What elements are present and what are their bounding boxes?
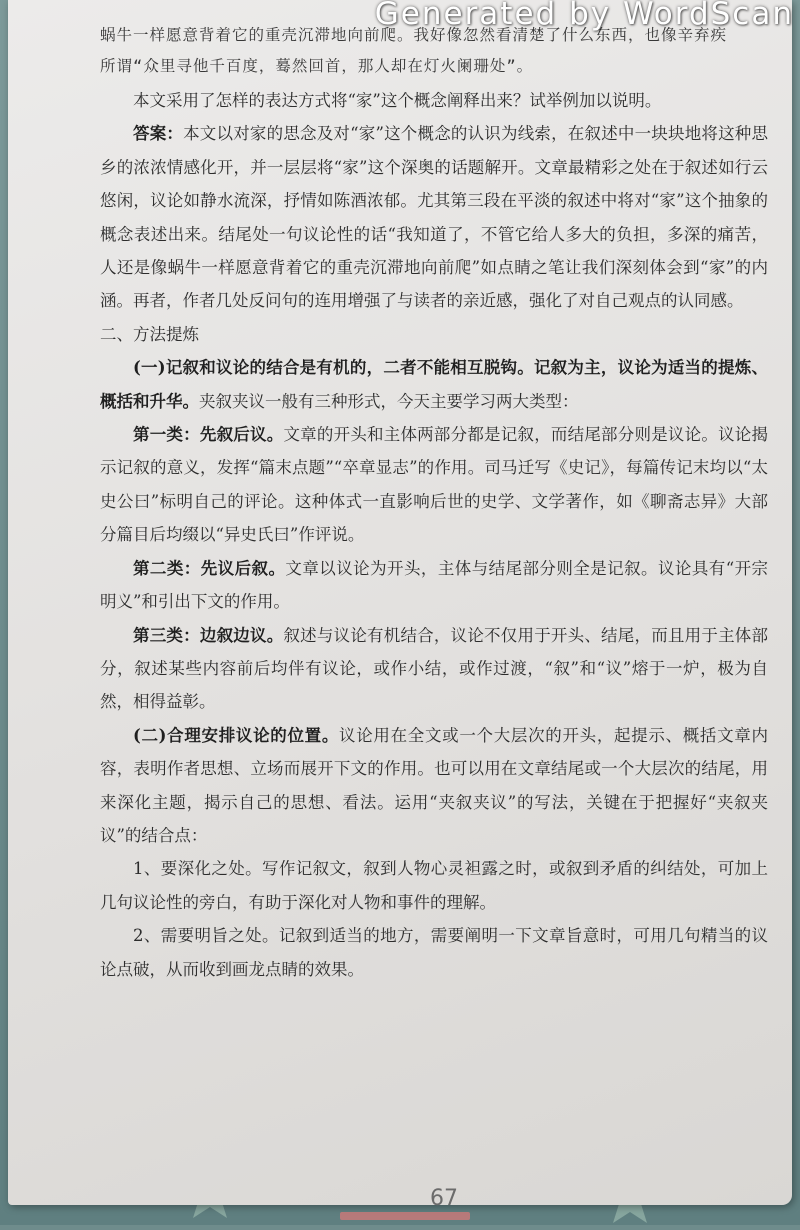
answer-text: 本文以对家的思念及对“家”这个概念的认识为线索，在叙述中一块块地将这种思乡的浓浓情感化开，并一层层将“家”这个深奥的话题解开。文章最精彩之处在于叙述如行云悠闲，议论如静水流深，抒情如陈酒浓郁。尤其第三段在平淡的叙述中将对“家”这个抽象的概念表述出来。结尾处一句议论性的话“我知道了，不管它给人多大的负担，多深的痛苦，人还是像蜗牛一样愿意背着它的重壳沉滞地向前爬”如点睛之笔让我们深刻体会到“家”的内涵。再者，作者几处反问句的连用增强了与读者的亲近感，强化了对自己观点的认同感。 [100,124,769,311]
intro-line: 所谓“众里寻他千百度，蓦然回首，那人却在灯火阑珊处”。 [100,57,534,75]
point-one-text: 夹叙夹议一般有三种形式，今天主要学习两大类型： [199,391,579,411]
type-label: 第二类：先议后叙。 [133,558,286,578]
type-label: 第三类：边叙边议。 [133,625,284,645]
page-number: 67 [430,1186,458,1211]
type-paragraph [100,552,768,619]
list-item: 2、需要明旨之处。记叙到适当的地方，需要阐明一下文章旨意时，可用几句精当的议论点破，从而收到画龙点睛的效果。 [100,926,768,979]
intro-line: 蜗牛一样愿意背着它的重壳沉滞地向前爬。我好像忽然看清楚了什么东西，也像辛弃疾 [100,26,728,44]
type-label: 第一类：先叙后议。 [133,425,284,445]
point-two-paragraph [100,719,768,853]
point-one-heading: (一)记叙和议论的结合是有机的，二者不能相互脱钩。记叙为主，议论为适当的提炼、概括和升华。 [100,358,768,411]
footer-stamp [340,1212,470,1220]
point-two-text: 议论用在全文或一个大层次的开头，起提示、概括文章内容，表明作者思想、立场而展开下文的作用。也可以用在文章结尾或一个大层次的结尾，用来深化主题，揭示自己的思想、看法。运用“夹叙夹议”的写法，关键在于把握好“夹叙夹议”的结合点： [100,725,768,845]
point-one-paragraph [100,351,768,418]
type-text: 文章以议论为开头，主体与结尾部分则全是记叙。议论具有“开宗明义”和引出下文的作用。 [100,558,769,612]
document-body [100,20,768,986]
type-text: 文章的开头和主体两部分都是记叙，而结尾部分则是议论。议论揭示记叙的意义，发挥“篇末点题”“卒章显志”的作用。司马迁写《史记》，每篇传记末均以“太史公曰”标明自己的评论。这种体式一直影响后世的史学、文学著作，如《聊斋志异》大部分篇目后均缀以“异史氏曰”作评说。 [100,425,769,545]
answer-paragraph [100,117,768,317]
section-heading: 二、方法提炼 [100,324,199,344]
type-paragraph [100,619,768,719]
answer-label: 答案： [133,124,184,144]
list-item: 1、要深化之处。写作记叙文，叙到人物心灵袒露之时，或叙到矛盾的纠结处，可加上几句议论性的旁白，有助于深化对人物和事件的理解。 [100,859,768,912]
type-paragraph [100,418,768,552]
point-two-heading: (二)合理安排议论的位置。 [133,725,340,745]
watermark: Generated by WordScan [374,0,794,32]
question: 本文采用了怎样的表达方式将“家”这个概念阐释出来？试举例加以说明。 [133,91,662,110]
type-text: 叙述与议论有机结合，议论不仅用于开头、结尾，而且用于主体部分，叙述某些内容前后均伴有议论，或作小结，或作过渡，“叙”和“议”熔于一炉，极为自然，相得益彰。 [100,625,769,712]
